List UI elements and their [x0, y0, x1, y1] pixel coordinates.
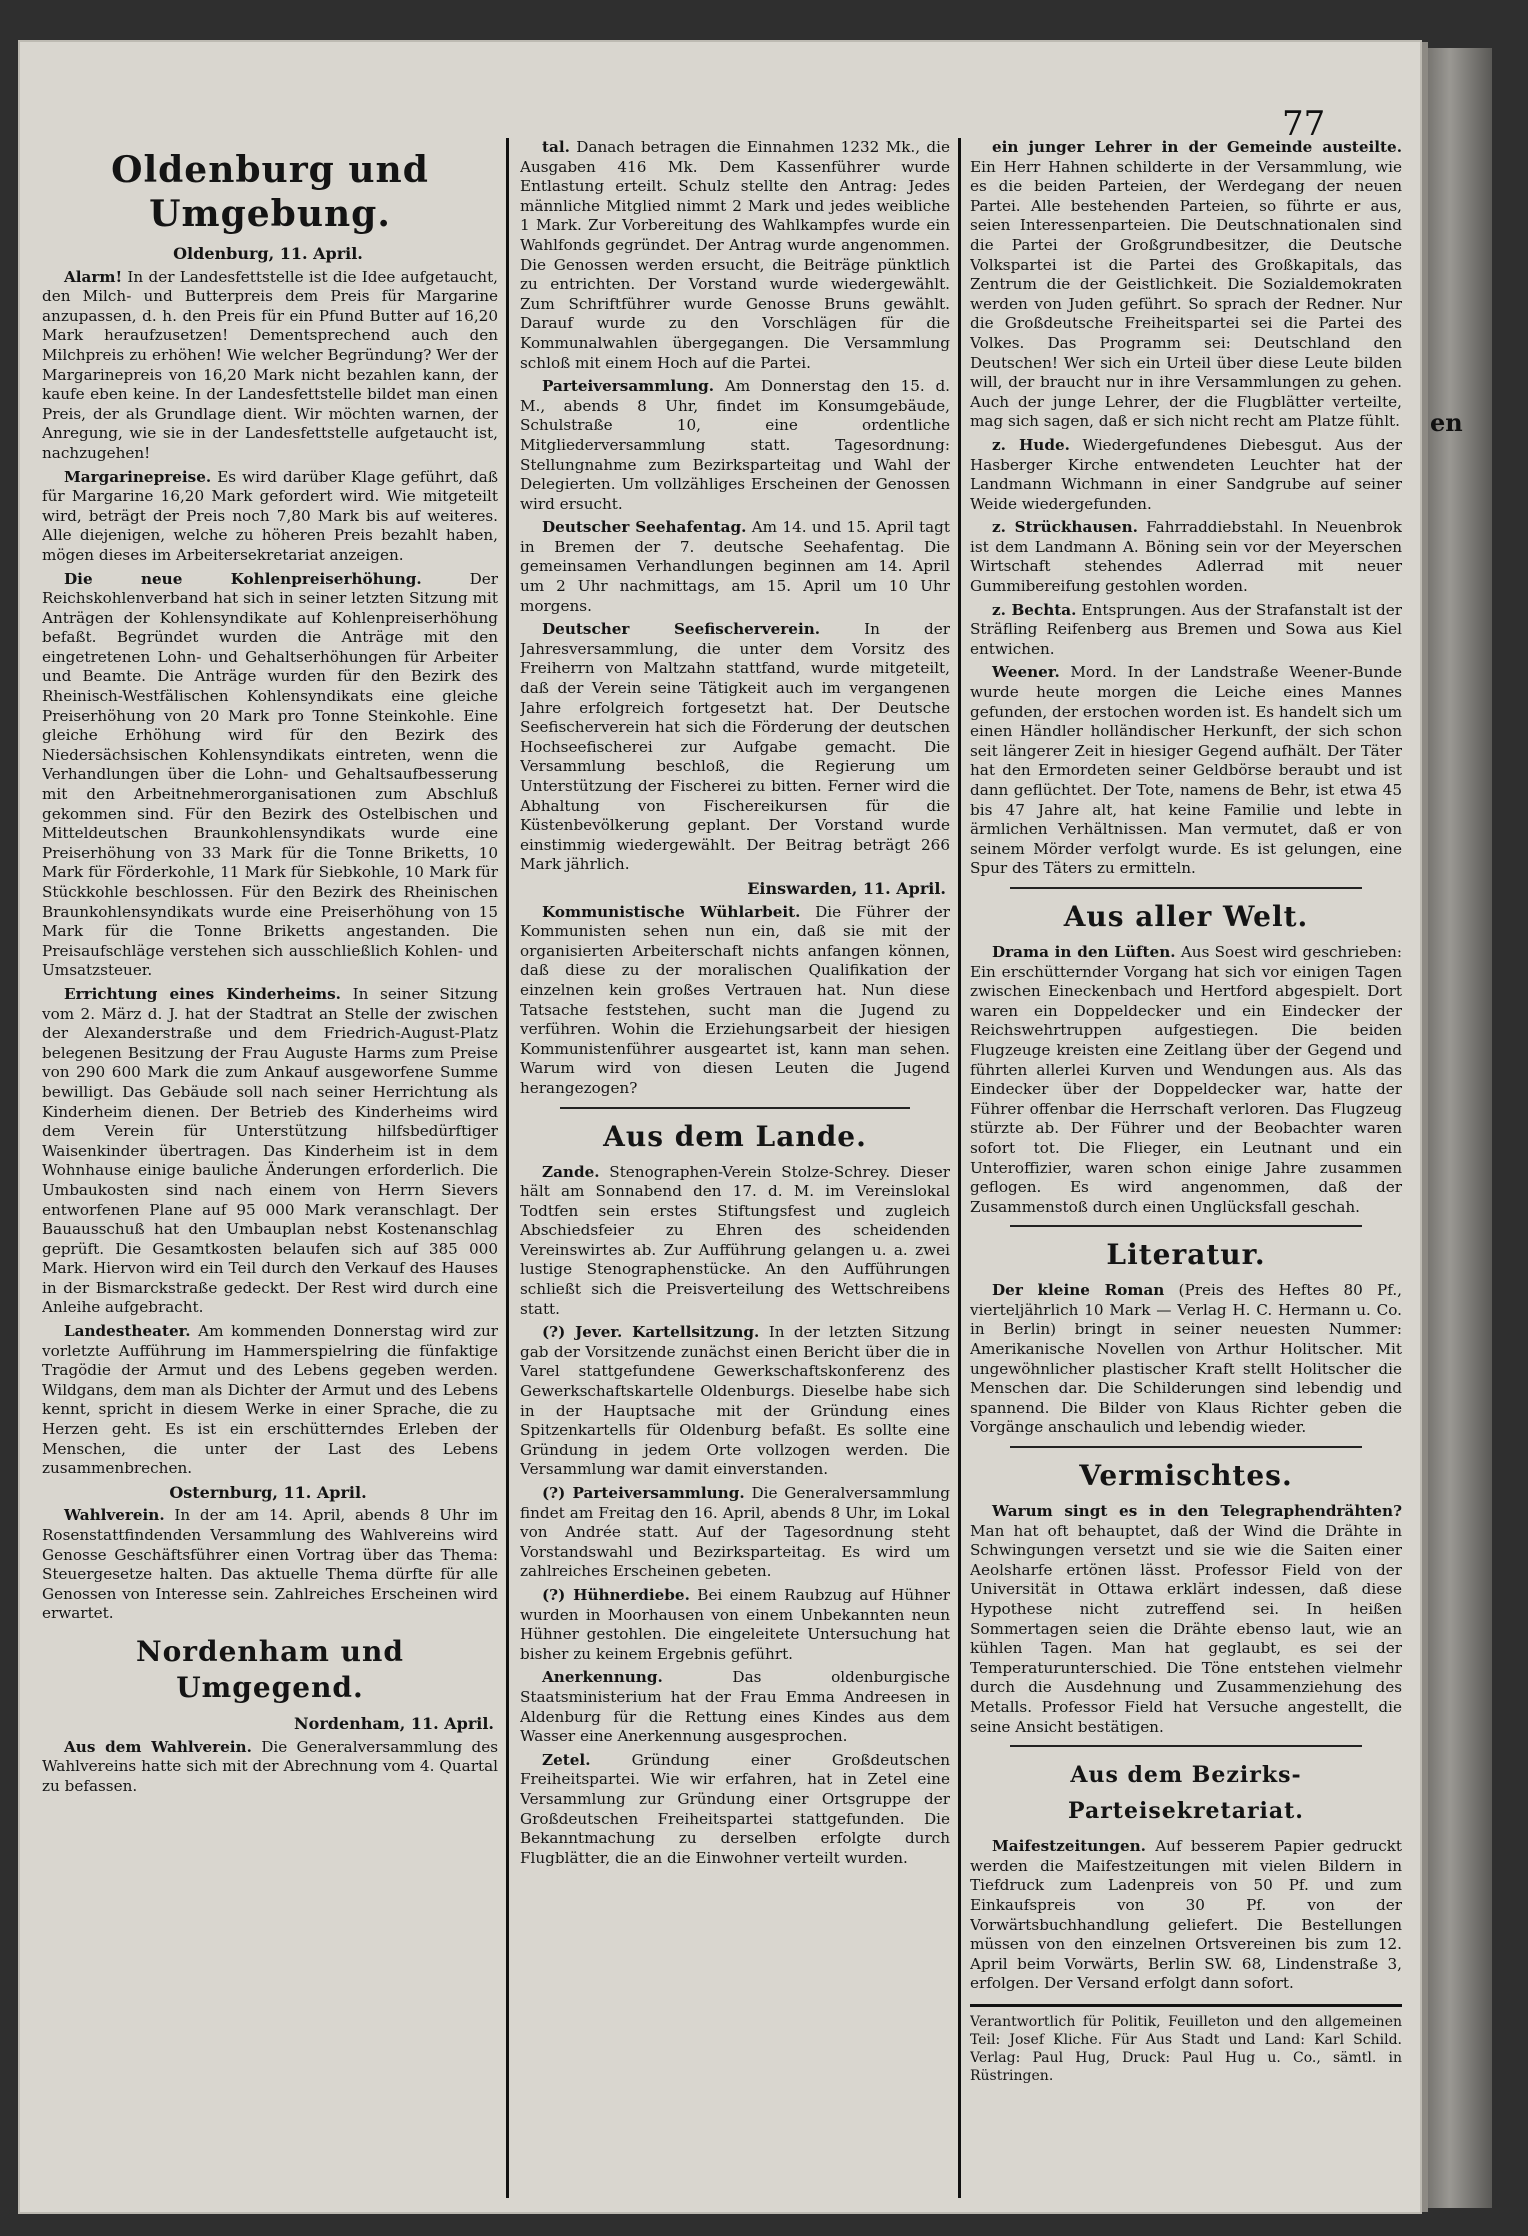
dateline: Osternburg, 11. April. [169, 1482, 367, 1502]
divider [1010, 1745, 1362, 1747]
divider [1010, 1225, 1362, 1227]
article: Der kleine Roman (Preis des Heftes 80 Pf., vierteljährlich 10 Mark — Verlag H. C. Hermann u. Co. in Berlin) bringt in seiner neuesten Nummer: Amerikanische Novellen von Arthur Holitscher. Mit ungewöhnlicher plastischer Kraft stellt Holitscher die Menschen dar. Die Schilderungen sind lebendig und spannend. Die Bilder von Klaus Richter geben die Vorgänge anschaulich und lebendig wieder. [970, 1281, 1402, 1437]
next-page-edge [1422, 48, 1492, 2208]
article: Wahlverein. In der am 14. April, abends 8 Uhr im Rosenstattfindenden Versammlung des Wahlvereins wird Genosse Geschäftsführer einen Vortrag über das Thema: Steuergesetze halten. Das aktuelle Thema dürfte für alle Genossen von Interesse sein. Zahlreiches Erscheinen wird erwartet. [42, 1506, 498, 1623]
article: ein junger Lehrer in der Gemeinde austeilte. Ein Herr Hahnen schilderte in der Versammlung, wie es die beiden Parteien, der Werdegang der neuen Partei. Alle bestehenden Parteien, so führte er aus, seien Interessenparteien. Die Deutschnationalen sind die Partei der Großgrundbesitzer, die Deutsche Volkspartei ist die Partei des Großkapitals, das Zentrum die der Geistlichkeit. Die Sozialdemokraten werden von Juden geführt. So sprach der Redner. Nur die Großdeutsche Freiheitspartei sei die Partei des Volkes. Das Programm sei: Deutschland den Deutschen! Wer sich ein Urteil über diese Leute bilden will, der braucht nur in ihre Versammlungen zu gehen. Auch der junge Lehrer, der die Flugblätter verteilte, mag sich sagen, daß er sich nicht recht am Platze fühlt. [970, 138, 1402, 431]
dateline: Oldenburg, 11. April. [173, 244, 363, 263]
edge-fragment: en [1430, 408, 1463, 437]
imprint: Verantwortlich für Politik, Feuilleton und den allgemeinen Teil: Josef Kliche. Für Aus Stadt und Land: Karl Schild. Verlag: Paul Hug, Druck: Paul Hug u. Co., sämtl. in Rüstringen. [970, 2004, 1402, 2085]
newspaper-page [20, 42, 1420, 2212]
section-heading: Aus dem Bezirks-Parteisekretariat. [1068, 1762, 1304, 1825]
article: (?) Parteiversammlung. Die Generalversammlung findet am Freitag den 16. April, abends 8 Uhr, im Lokal von Andrée statt. Auf der Tagesordnung steht Vorstandswahl und Bezirksparteitag. Es wird um zahlreiches Erscheinen gebeten. [520, 1484, 950, 1581]
column-3 [970, 138, 1402, 2188]
article: Drama in den Lüften. Aus Soest wird geschrieben: Ein erschütternder Vorgang hat sich vor einigen Tagen zwischen Eineckenbach und Hertford abgespielt. Dort waren ein Doppeldecker und ein Eindecker der Reichswehrtruppen aufgestiegen. Die beiden Flugzeuge kreisten eine Zeitlang über der Gegend und führten allerlei Kurven und Wendungen aus. Als das Eindecker über der Doppeldecker war, hatte der Führer offenbar die Herrschaft verloren. Das Flugzeug stürzte ab. Der Führer und der Beobachter waren sofort tot. Die Flieger, ein Leutnant und ein Unteroffizier, waren schon einige Jahre zusammen geflogen. Es wird angenommen, daß der Zusammenstoß durch einen Unglücksfall geschah. [970, 942, 1402, 1216]
article: Margarinepreise. Es wird darüber Klage geführt, daß für Margarine 16,20 Mark gefordert wird. Wie mitgeteilt wird, beträgt der Preis noch 7,80 Mark bis auf weiteres. Alle diejenigen, welche zu höheren Preis bezahlt haben, mögen dieses im Arbeitersekretariat anzeigen. [42, 467, 498, 564]
article: Warum singt es in den Telegraphendrähten? Man hat oft behauptet, daß der Wind die Drähte in Schwingungen versetzt und sie wie die Saiten einer Aeolsharfe ertönen lässt. Professor Field von der Universität in Ottawa erklärt indessen, daß diese Hypothese nicht zutreffend sei. In heißen Sommertagen seien die Drähte ebenso laut, wie an kühlen Tagen. Man hat geglaubt, es sei der Temperaturunterschied. Die Töne entstehen vielmehr durch die Ausdehnung und Zusammenziehung des Metalls. Professor Field hat Versuche angestellt, die seine Ansicht bestätigen. [970, 1502, 1402, 1736]
column-rule [506, 138, 509, 2198]
article: Kommunistische Wühlarbeit. Die Führer der Kommunisten sehen nun ein, daß sie mit der organisierten Arbeiterschaft nichts anfangen können, daß diese zu der moralischen Qualifikation der einzelnen kein großes Vertrauen hat. Nun diese Tatsache feststehen, sucht man die Jugend zu verführen. Wohin die Erziehungsarbeit der hiesigen Kommunistenführer ausgeartet ist, kann man sehen. Warum wird von diesen Leuten die Jugend herangezogen? [520, 902, 950, 1097]
article: z. Strückhausen. Fahrraddiebstahl. In Neuenbrok ist dem Landmann A. Böning sein vor der Meyerschen Wirtschaft stehendes Adlerrad mit neuer Gummibereifung gestohlen worden. [970, 518, 1402, 596]
article: Die neue Kohlenpreiserhöhung. Der Reichskohlenverband hat sich in seiner letzten Sitzung mit Anträgen der Kohlensyndikate auf Kohlenpreiserhöhung befaßt. Begründet wurden die Anträge mit den eingetretenen Lohn- und Gehaltserhöhungen für Arbeiter und Beamte. Die Anträge wurden für den Bezirk des Rheinisch-Westfälischen Kohlensyndikats eine gleiche Preiserhöhung von 20 Mark pro Tonne Steinkohle. Eine gleiche Erhöhung wird für den Bezirk des Niedersächsischen Kohlensyndikats eintreten, wenn die Verhandlungen über die Lohn- und Gehaltsaufbesserung mit den Arbeitnehmerorganisationen zum Abschluß gekommen sind. Für den Bezirk des Ostelbischen und Mitteldeutschen Braunkohlensyndikats wurde eine Preiserhöhung von 33 Mark für die Tonne Briketts, 10 Mark für Förderkohle, 11 Mark für Siebkohle, 10 Mark für Stückkohle beschlossen. Für den Bezirk des Rheinischen Braunkohlensyndikats wurde eine Preiserhöhung von 15 Mark für die Tonne Briketts angestanden. Die Preisaufschläge verstehen sich ausschließlich Kohlen- und Umsatzsteuer. [42, 569, 498, 980]
page-number: 77 [1282, 104, 1326, 144]
section-heading: Aus aller Welt. [1063, 899, 1309, 933]
article: Deutscher Seefischerverein. In der Jahresversammlung, die unter dem Vorsitz des Freiherrn von Maltzahn stattfand, wurde mitgeteilt, daß der Verein seine Tätigkeit auch im vergangenen Jahre erfolgreich fortgesetzt hat. Der Deutsche Seefischerverein hat sich die Förderung der deutschen Hochseefischerei zur Aufgabe gemacht. Die Versammlung beschloß, die Regierung um Unterstützung der Fischerei zu bitten. Ferner wird die Abhaltung von Fischereikursen für die Küstenbevölkerung geplant. Der Vorstand wurde einstimmig wiedergewählt. Der Beitrag beträgt 266 Mark jährlich. [520, 620, 950, 874]
article: Parteiversammlung. Am Donnerstag den 15. d. M., abends 8 Uhr, findet im Konsumgebäude, Schulstraße 10, eine ordentliche Mitgliederversammlung statt. Tagesordnung: Stellungnahme zum Bezirksparteitag und Wahl der Delegierten. Um vollzähliges Erscheinen der Genossen wird ersucht. [520, 377, 950, 513]
article: Alarm! In der Landesfettstelle ist die Idee aufgetaucht, den Milch- und Butterpreis dem Preis für Margarine anzupassen, d. h. den Preis für ein Pfund Butter auf 16,20 Mark heraufzusetzen! Dementsprechend auch den Milchpreis zu erhöhen! Wie welcher Begründung? Wer der Margarinepreis von 16,20 Mark nicht bezahlen kann, der kaufe eben keine. In der Landesfettstelle bildet man einen Preis, der als Grundlage dient. Wir möchten warnen, der Anregung, wie sie in der Landesfettstelle aufgetaucht ist, nachzugehen! [42, 267, 498, 462]
article: Deutscher Seehafentag. Am 14. und 15. April tagt in Bremen der 7. deutsche Seehafentag. Die gemeinsamen Verhandlungen beginnen am 14. April um 2 Uhr nachmittags, am 15. April um 10 Uhr morgens. [520, 518, 950, 615]
article: Errichtung eines Kinderheims. In seiner Sitzung vom 2. März d. J. hat der Stadtrat an Stelle der zwischen der Alexanderstraße und dem Friedrich-August-Platz belegenen Besitzung der Frau Auguste Harms zum Preise von 290 600 Mark die zum Ankauf ausgeworfene Summe bewilligt. Das Gebäude soll nach seiner Herrichtung als Kinderheim dienen. Der Betrieb des Kinderheims wird dem Verein für Unterstützung hilfsbedürftiger Waisenkinder übertragen. Das Kinderheim ist in dem Wohnhause einige bauliche Änderungen erforderlich. Die Umbaukosten sind nach einem von Herrn Sievers entworfenen Plane auf 95 000 Mark veranschlagt. Der Bauausschuß hat den Umbauplan nebst Kostenanschlag geprüft. Die Gesamtkosten belaufen sich auf 385 000 Mark. Hiervon wird ein Teil durch den Verkauf des Hauses in der Bismarckstraße gedeckt. Der Rest wird durch eine Anleihe aufgebracht. [42, 984, 498, 1317]
divider [560, 1107, 910, 1109]
article: (?) Jever. Kartellsitzung. In der letzten Sitzung gab der Vorsitzende zunächst einen Bericht über die in Varel stattgefundene Gewerkschaftskonferenz des Gewerkschaftskartelle Oldenburgs. Dieselbe habe sich in der Hauptsache mit der Gründung eines Spitzenkartells für Oldenburg befaßt. Es sollte eine Gründung in jedem Orte vollzogen werden. Die Versammlung war damit einverstanden. [520, 1323, 950, 1479]
article: (?) Hühnerdiebe. Bei einem Raubzug auf Hühner wurden in Moorhausen von einem Unbekannten neun Hühner gestohlen. Die eingeleitete Untersuchung hat bisher zu keinem Ergebnis geführt. [520, 1585, 950, 1663]
section-heading: Oldenburg und Umgebung. [111, 149, 429, 235]
article: Landestheater. Am kommenden Donnerstag wird zur vorletzte Aufführung im Hammerspielring die fünfaktige Tragödie der Armut und des Lebens gegeben werden. Wildgans, dem man als Dichter der Armut und des Lebens kennt, spricht in diesem Werke in einer Sprache, die zu Herzen geht. Es ist ein erschütterndes Erleben der Menschen, die unter der Last des Lebens zusammenbrechen. [42, 1322, 498, 1478]
section-heading: Nordenham und Umgegend. [136, 1634, 404, 1704]
dateline: Einswarden, 11. April. [747, 878, 946, 898]
divider [1010, 1446, 1362, 1448]
article: Maifestzeitungen. Auf besserem Papier gedruckt werden die Maifestzeitungen mit vielen Bildern in Tiefdruck zum Ladenpreis von 50 Pf. und zum Einkaufspreis von 30 Pf. von der Vorwärtsbuchhandlung geliefert. Die Bestellungen müssen von den einzelnen Ortsvereinen bis zum 12. April beim Vorwärts, Berlin SW. 68, Lindenstraße 3, erfolgen. Der Versand erfolgt dann sofort. [970, 1837, 1402, 1993]
section-heading: Literatur. [1106, 1238, 1266, 1272]
section-heading: Vermischtes. [1079, 1459, 1293, 1493]
dateline: Nordenham, 11. April. [294, 1713, 494, 1733]
divider [1010, 887, 1362, 889]
article: Anerkennung. Das oldenburgische Staatsministerium hat der Frau Emma Andreesen in Aldenburg für die Rettung eines Kindes aus dem Wasser eine Anerkennung ausgesprochen. [520, 1668, 950, 1746]
article: Aus dem Wahlverein. Die Generalversammlung des Wahlvereins hatte sich mit der Abrechnung vom 4. Quartal zu befassen. [42, 1737, 498, 1795]
article: z. Bechta. Entsprungen. Aus der Strafanstalt ist der Sträfling Reifenberg aus Bremen und Sowa aus Kiel entwichen. [970, 600, 1402, 658]
article: z. Hude. Wiedergefundenes Diebesgut. Aus der Hasberger Kirche entwendeten Leuchter hat der Landmann Wichmann in einer Sandgrube auf seiner Weide wiedergefunden. [970, 435, 1402, 513]
column-1 [42, 138, 498, 2188]
article: tal. Danach betragen die Einnahmen 1232 Mk., die Ausgaben 416 Mk. Dem Kassenführer wurde Entlastung erteilt. Schulz stellte den Antrag: Jedes männliche Mitglied nimmt 2 Mark und jedes weibliche 1 Mark. Zur Vorbereitung des Wahlkampfes wurde ein Wahlfonds gegründet. Der Antrag wurde angenommen. Die Genossen werden ersucht, die Beiträge pünktlich zu entrichten. Der Vorstand wurde wiedergewählt. Zum Schriftführer wurde Genosse Bruns gewählt. Darauf wurde zu den Vorschlägen für die Kommunalwahlen übergegangen. Die Versammlung schloß mit einem Hoch auf die Partei. [520, 138, 950, 372]
article: Zande. Stenographen-Verein Stolze-Schrey. Dieser hält am Sonnabend den 17. d. M. im Vereinslokal Todtfen sein erstes Stiftungsfest und zugleich Abschiedsfeier zu Ehren des scheidenden Vereinswirtes ab. Zur Aufführung gelangen u. a. zwei lustige Stenographenstücke. An den Aufführungen schließt sich die Preisverteilung des Wettschreibens statt. [520, 1162, 950, 1318]
section-heading: Aus dem Lande. [603, 1119, 867, 1153]
column-rule [958, 138, 961, 2198]
column-2 [520, 138, 950, 2188]
article: Zetel. Gründung einer Großdeutschen Freiheitspartei. Wie wir erfahren, hat in Zetel eine Versammlung zur Gründung einer Ortsgruppe der Großdeutschen Freiheitspartei stattgefunden. Die Bekanntmachung zu derselben erfolgte durch Flugblätter, die an die Einwohner verteilt wurden. [520, 1750, 950, 1867]
article: Weener. Mord. In der Landstraße Weener-Bunde wurde heute morgen die Leiche eines Mannes gefunden, der erstochen worden ist. Es handelt sich um einen Händler holländischer Herkunft, der sich schon seit längerer Zeit in hiesiger Gegend aufhält. Der Täter hat den Ermordeten seiner Geldbörse beraubt und ist dann geflüchtet. Der Tote, namens de Behr, ist etwa 45 bis 47 Jahre alt, hat keine Familie und lebte in ärmlichen Verhältnissen. Man vermutet, daß er von seinem Mörder verfolgt wurde. Es ist gelungen, eine Spur des Täters zu ermitteln. [970, 663, 1402, 878]
